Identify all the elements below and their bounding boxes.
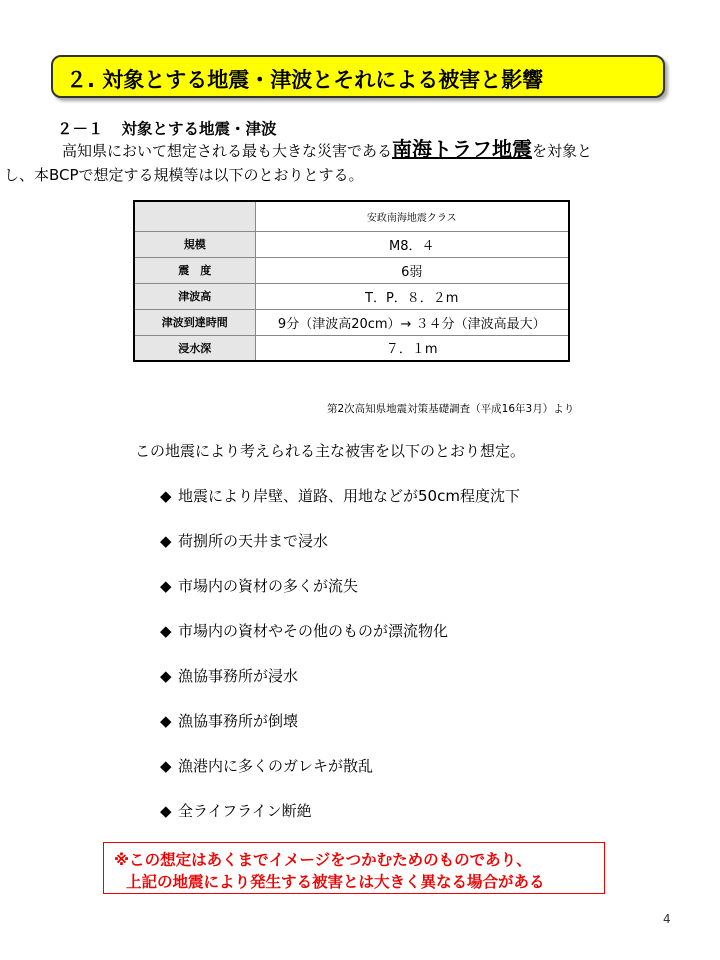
damage-text: 漁協事務所が浸水 [178, 667, 299, 685]
disclaimer-line-2: 上記の地震により発生する被害とは大きく異なる場合がある [126, 873, 545, 891]
damage-text: 荷捌所の天井まで浸水 [178, 532, 329, 550]
row-value: 6弱 [255, 257, 569, 283]
row-value: T．P．８．２m [255, 283, 569, 309]
disclaimer-box [103, 842, 605, 894]
source-note: 第2次高知県地震対策基礎調査（平成16年3月）より [327, 403, 575, 415]
section-title-box [51, 55, 665, 98]
list-item [160, 666, 520, 711]
table-row [134, 257, 569, 283]
row-label: 震 度 [134, 257, 255, 283]
section-title: ２. 対象とする地震・津波とそれによる被害と影響 [66, 68, 544, 92]
subsection-number: ２－１ [57, 120, 104, 138]
diamond-bullet-icon: ◆ [160, 487, 172, 505]
intro-text-3: し、本BCPで想定する規模等は以下のとおりとする。 [4, 166, 364, 184]
damage-text: 漁協事務所が倒壊 [178, 712, 299, 730]
subsection-title: 対象とする地震・津波 [121, 120, 277, 138]
disclaimer-line-1: ※この想定はあくまでイメージをつかむためのものであり、 [114, 851, 532, 869]
row-label: 津波到達時間 [134, 309, 255, 335]
damage-text: 漁港内に多くのガレキが散乱 [178, 757, 374, 775]
row-value: M8．４ [255, 231, 569, 257]
intro-text-1: 高知県において想定される最も大きな災害である [62, 142, 393, 160]
damage-text: 市場内の資材の多くが流失 [178, 577, 359, 595]
intro-paragraph [4, 136, 712, 184]
table-header-empty [134, 201, 255, 231]
diamond-bullet-icon: ◆ [160, 802, 172, 820]
row-value: 9分（津波高20cm）→ ３４分（津波高最大） [255, 309, 569, 335]
damage-text: 全ライフライン断絶 [178, 802, 312, 820]
list-item [160, 486, 520, 531]
damage-list [160, 486, 520, 846]
intro-text-2: を対象と [532, 142, 593, 160]
table-header-row [134, 201, 569, 231]
diamond-bullet-icon: ◆ [160, 667, 172, 685]
page-number: 4 [663, 912, 671, 926]
list-item [160, 621, 520, 666]
table-row [134, 283, 569, 309]
row-label: 浸水深 [134, 335, 255, 361]
list-item [160, 531, 520, 576]
row-label: 津波高 [134, 283, 255, 309]
table-header-cell: 安政南海地震クラス [255, 201, 569, 231]
list-item [160, 711, 520, 756]
diamond-bullet-icon: ◆ [160, 622, 172, 640]
damage-lead: この地震により考えられる主な被害を以下のとおり想定。 [135, 442, 526, 460]
damage-text: 地震により岸壁、道路、用地などが50cm程度沈下 [178, 487, 520, 505]
list-item [160, 576, 520, 621]
intro-highlight: 南海トラフ地震 [392, 137, 533, 161]
row-label: 規模 [134, 231, 255, 257]
diamond-bullet-icon: ◆ [160, 757, 172, 775]
diamond-bullet-icon: ◆ [160, 712, 172, 730]
list-item [160, 801, 520, 846]
row-value: ７．１m [255, 335, 569, 361]
diamond-bullet-icon: ◆ [160, 532, 172, 550]
damage-text: 市場内の資材やその他のものが漂流物化 [178, 622, 449, 640]
table-row [134, 309, 569, 335]
earthquake-spec-table [133, 200, 570, 362]
table-row [134, 231, 569, 257]
list-item [160, 756, 520, 801]
diamond-bullet-icon: ◆ [160, 577, 172, 595]
table-row [134, 335, 569, 361]
